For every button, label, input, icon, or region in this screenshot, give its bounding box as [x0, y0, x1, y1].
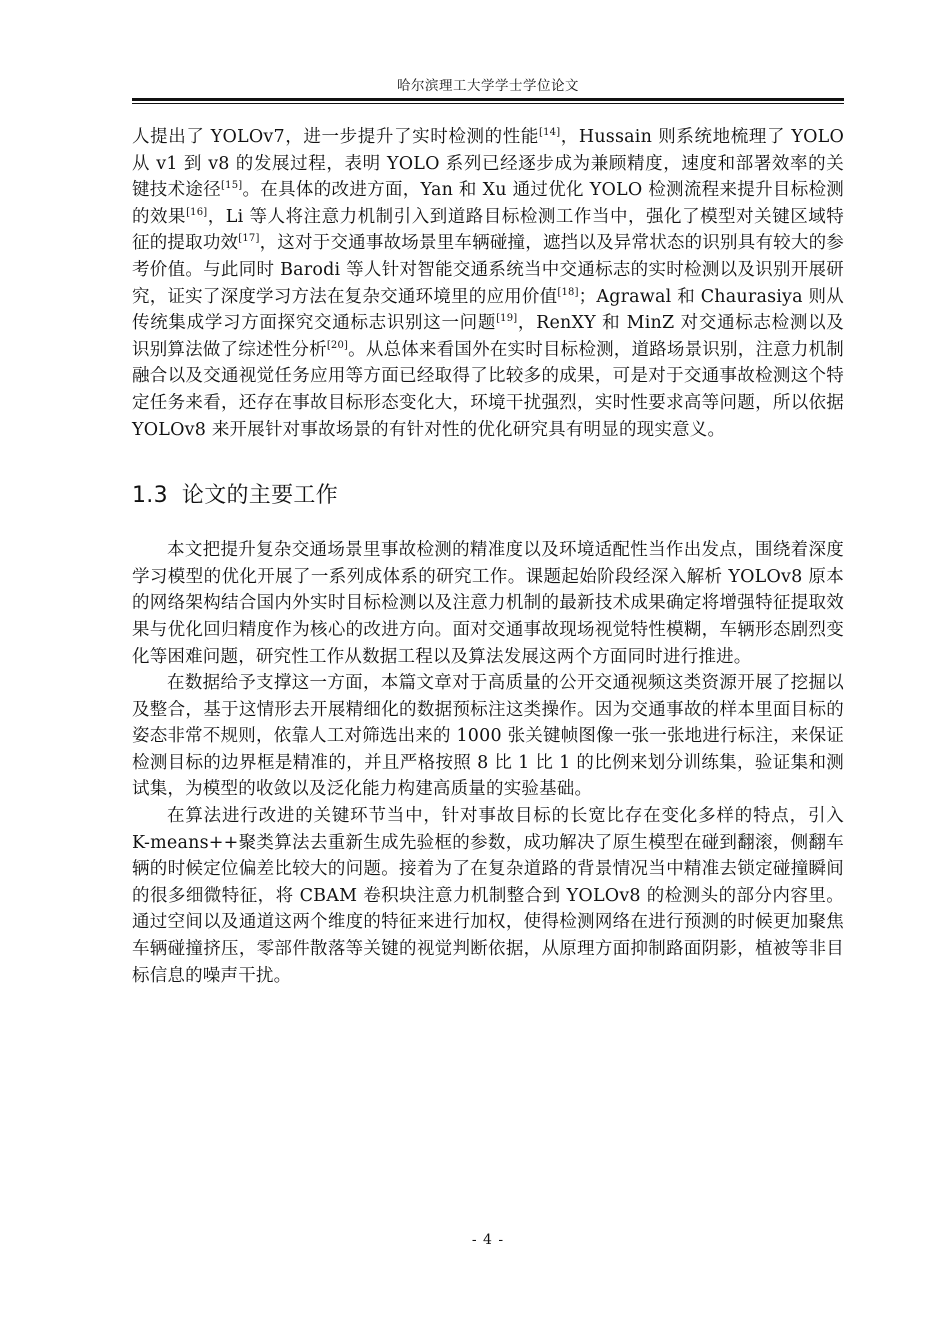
header-rule-thin [132, 103, 844, 104]
text-run: ，RenXY 和 MinZ 对交通标志检测以及识别算法做了综述性分析 [132, 313, 844, 360]
citation: [17] [238, 233, 260, 245]
paragraph-continued [132, 124, 844, 443]
running-header-title: 哈尔滨理工大学学士学位论文 [397, 78, 579, 94]
body-text [132, 124, 844, 989]
text-run: ，这对于交通事故场景里车辆碰撞，遮挡以及异常状态的识别具有较大的参考价值。与此同时 Barodi 等人针对智能交通系统当中交通标志的实时检测以及识别开展研究，证实了深度学习方法在复杂交通环境里的应用价值 [132, 233, 844, 307]
text-run: 。在具体的改进方面，Yan 和 Xu 通过优化 YOLO 检测流程来提升目标检测的效果 [132, 180, 845, 227]
text-run: ，Hussain 则系统地梳理了 YOLO 从 v1 到 v8 的发展过程，表明 YOLO 系列已经逐步成为兼顾精度，速度和部署效率的关键技术途径 [132, 127, 844, 201]
citation: [18] [557, 286, 579, 298]
paragraph-data: 在数据给予支撑这一方面，本篇文章对于高质量的公开交通视频这类资源开展了挖掘以及整合，基于这情形去开展精细化的数据预标注这类操作。因为交通事故的样本里面目标的姿态非常不规则，依靠人工对筛选出来的 1000 张关键帧图像一张一张地进行标注，来保证检测目标的边界框是精准的，并且严格按照 8 比 1 比 1 的比例来划分训练集，验证集和测试集，为模型的收敛以及泛化能力构建高质量的实验基础。 [132, 673, 844, 800]
section-title: 论文的主要工作 [181, 483, 338, 509]
citation: [14] [538, 127, 561, 139]
citation: [19] [496, 313, 518, 325]
citation: [20] [326, 339, 349, 351]
page-number: - 4 - [471, 1232, 505, 1248]
section-number: 1.3 [132, 483, 168, 509]
header-rule-thick [132, 98, 844, 101]
text-run: 。从总体来看国外在实时目标检测，道路场景识别，注意力机制融合以及交通视觉任务应用等方面已经取得了比较多的成果，可是对于交通事故检测这个特定任务来看，还存在事故目标形态变化大，环境干扰强烈，实时性要求高等问题，所以依据 YOLOv8 来开展针对事故场景的有针对性的优化研究具有明显的现实意义。 [132, 339, 844, 440]
text-run: ；Agrawal 和 Chaurasiya 则从传统集成学习方面探究交通标志识别这一问题 [132, 286, 844, 334]
citation: [16] [186, 206, 208, 218]
section-heading [132, 481, 844, 511]
paragraph-algorithm: 在算法进行改进的关键环节当中，针对事故目标的长宽比存在变化多样的特点，引入 K-means++聚类算法去重新生成先验框的参数，成功解决了原生模型在碰到翻滚，侧翻车辆的时候定位偏差比较大的问题。接着为了在复杂道路的背景情况当中精准去锁定碰撞瞬间的很多细微特征，将 CBAM 卷积块注意力机制整合到 YOLOv8 的检测头的部分内容里。通过空间以及通道这两个维度的特征来进行加权，使得检测网络在进行预测的时候更加聚焦车辆碰撞挤压，零部件散落等关键的视觉判断依据，从原理方面抑制路面阴影，植被等非目标信息的噪声干扰。 [132, 806, 844, 986]
citation: [15] [221, 180, 243, 192]
text-run: 人提出了 YOLOv7，进一步提升了实时检测的性能 [132, 127, 539, 147]
text-run: ，Li 等人将注意力机制引入到道路目标检测工作当中，强化了模型对关键区域特征的提取功效 [132, 206, 844, 254]
paragraph-overview: 本文把提升复杂交通场景里事故检测的精准度以及环境适配性当作出发点，围绕着深度学习模型的优化开展了一系列成体系的研究工作。课题起始阶段经深入解析 YOLOv8 原本的网络架构结合国内外实时目标检测以及注意力机制的最新技术成果确定将增强特征提取效果与优化回归精度作为核心的改进方向。面对交通事故现场视觉特性模糊，车辆形态剧烈变化等困难问题，研究性工作从数据工程以及算法发展这两个方面同时进行推进。 [132, 540, 844, 667]
